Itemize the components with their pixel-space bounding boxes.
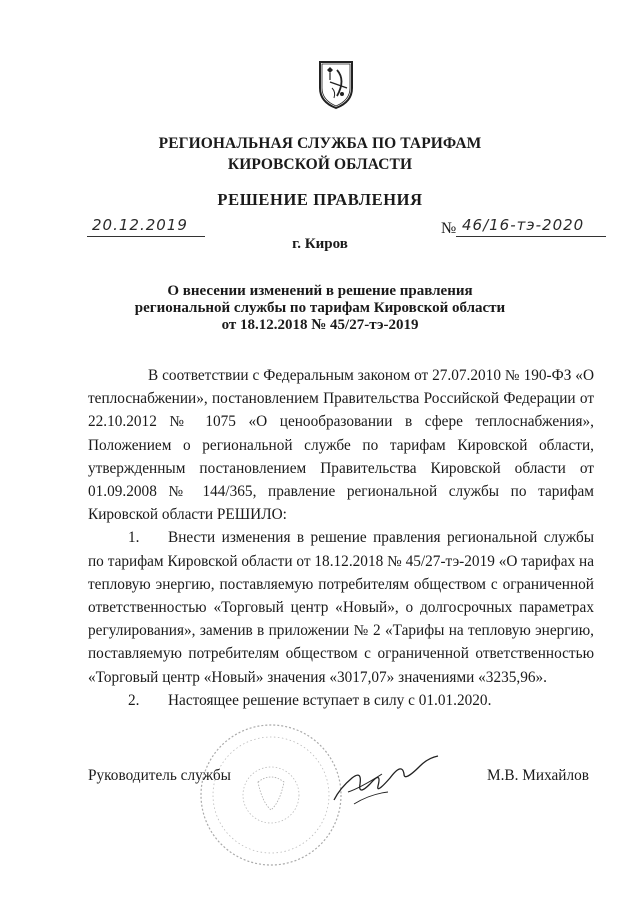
document-number-handwritten: 46/16-тэ-2020 [462,216,585,234]
handwritten-signature [330,748,445,808]
coat-of-arms-emblem [316,58,356,110]
document-type-title: РЕШЕНИЕ ПРАВЛЕНИЯ [217,190,423,209]
agency-name-line2: КИРОВСКОЙ ОБЛАСТИ [227,156,413,173]
item-number: 1. [128,529,140,547]
agency-name-line1: РЕГИОНАЛЬНАЯ СЛУЖБА ПО ТАРИФАМ [158,135,482,152]
list-item-2 [88,689,594,712]
document-body [88,364,594,712]
preamble-paragraph: В соответствии с Федеральным законом от 27.07.2010 № 190-ФЗ «О теплоснабжении», постановлением Правительства Российской Федерации от 22.10.2012 № 1075 «О ценообразовании в сфере теплоснабжения», Положением о региональной службе по тарифам Кировской области, утвержденным постановлением Правительства Кировской области от 01.09.2008 № 144/365, правление региональной службы по тарифам Кировской области РЕШИЛО: [88,367,594,524]
signatory-name: М.В. Михайлов [487,767,589,784]
subject-line3: от 18.12.2018 № 45/27-тэ-2019 [221,317,419,333]
agency-name [0,133,640,175]
subject-line1: О внесении изменений в решение правления [167,283,473,299]
item-text: Настоящее решение вступает в силу с 01.01.2020. [168,691,492,709]
signatory-position: Руководитель службы [88,767,231,784]
list-item-1 [88,526,594,688]
subject-line2: региональной службы по тарифам Кировской области [134,300,506,316]
date-handwritten: 20.12.2019 [92,216,188,234]
number-sign: № [441,220,457,237]
official-stamp [196,720,346,870]
city-name: г. Киров [292,236,348,252]
item-text: Внести изменения в решение правления региональной службы по тарифам Кировской области от 18.12.2018 № 45/27-тэ-2019 «О тарифах на тепловую энергию, поставляемую потребителям обществом с ограниченной ответственностью «Торговый центр «Новый», о долгосрочных параметрах регулирования», заменив в приложении № 2 «Тарифы на тепловую энергию, поставляемую потребителям обществом с ограниченной ответственностью «Торговый центр «Новый» значения «3017,07» значениями «3235,96». [88,529,594,686]
item-number: 2. [128,691,140,709]
document-subject [0,283,640,334]
